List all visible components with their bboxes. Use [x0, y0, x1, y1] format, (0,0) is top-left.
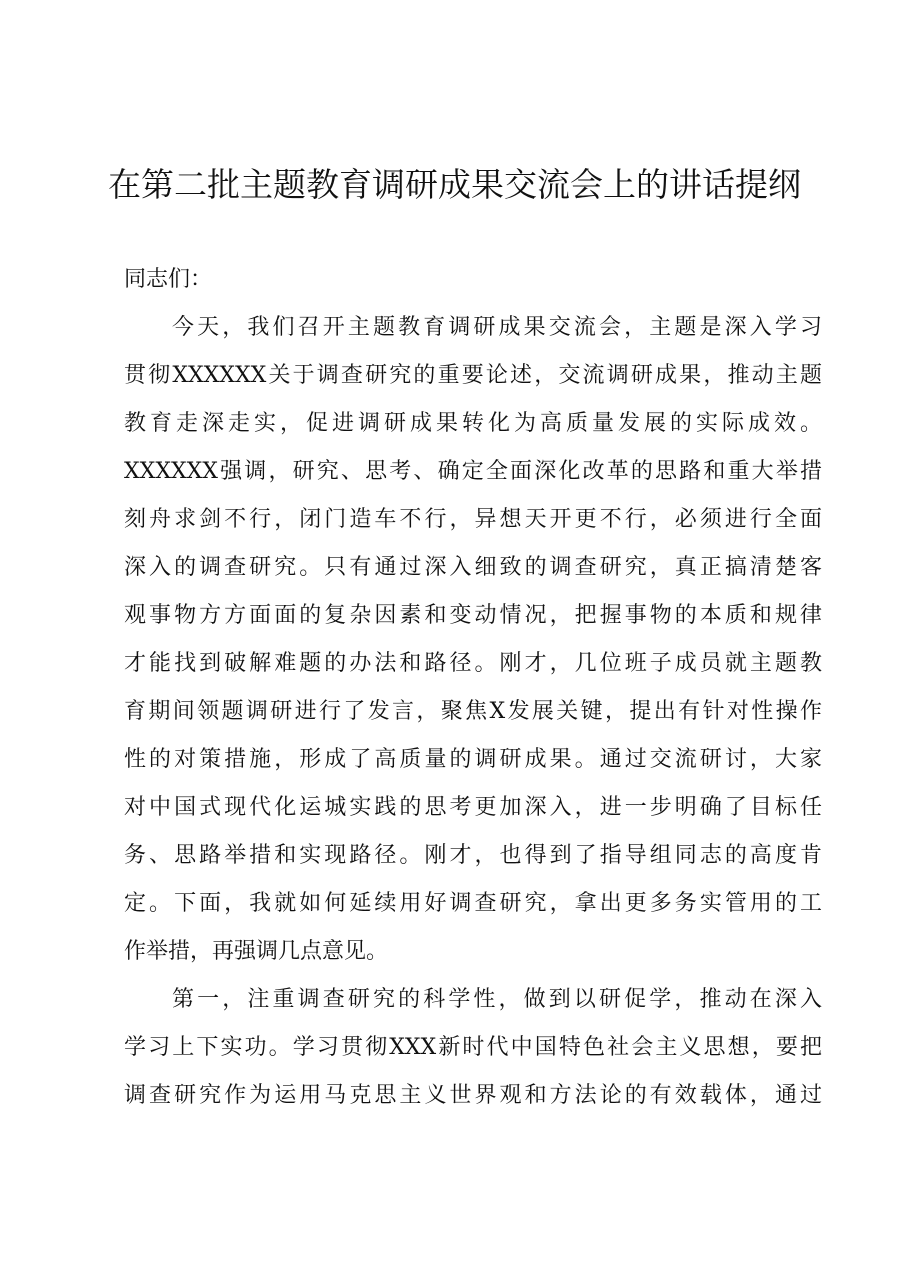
text-line: 观事物方方面面的复杂因素和变动情况，把握事物的本质和规律	[124, 603, 822, 628]
text-line: 作举措，再强调几点意见。	[124, 939, 389, 964]
text-line: 才能找到破解难题的办法和路径。刚才，几位班子成员就主题教	[124, 651, 822, 676]
text-line: 定。下面，我就如何延续用好调查研究，拿出更多务实管用的工	[124, 891, 822, 916]
text-line: 教育走深走实，促进调研成果转化为高质量发展的实际成效。	[124, 411, 822, 436]
text-line: 学习上下实功。学习贯彻XXX新时代中国特色社会主义思想，要把	[124, 1035, 822, 1060]
text-line: 对中国式现代化运城实践的思考更加深入，进一步明确了目标任	[124, 795, 822, 820]
text-line: XXXXXX强调，研究、思考、确定全面深化改革的思路和重大举措	[124, 459, 822, 484]
text-line: 深入的调查研究。只有通过深入细致的调查研究，真正搞清楚客	[124, 555, 822, 580]
text-line: 调查研究作为运用马克思主义世界观和方法论的有效载体，通过	[124, 1083, 822, 1108]
text-line: 第一，注重调查研究的科学性，做到以研促学，推动在深入	[172, 987, 822, 1012]
text-line: 贯彻XXXXXX关于调查研究的重要论述，交流调研成果，推动主题	[124, 363, 822, 388]
document-title: 在第二批主题教育调研成果交流会上的讲话提纲	[108, 165, 801, 204]
text-line: 育期间领题调研进行了发言，聚焦X发展关键，提出有针对性操作	[124, 699, 822, 724]
text-line: 刻舟求剑不行，闭门造车不行，异想天开更不行，必须进行全面	[124, 507, 822, 532]
text-line: 性的对策措施，形成了高质量的调研成果。通过交流研讨，大家	[124, 747, 822, 772]
text-line: 今天，我们召开主题教育调研成果交流会，主题是深入学习	[172, 315, 822, 340]
salutation: 同志们：	[124, 267, 213, 292]
text-line: 务、思路举措和实现路径。刚才，也得到了指导组同志的高度肯	[124, 843, 822, 868]
